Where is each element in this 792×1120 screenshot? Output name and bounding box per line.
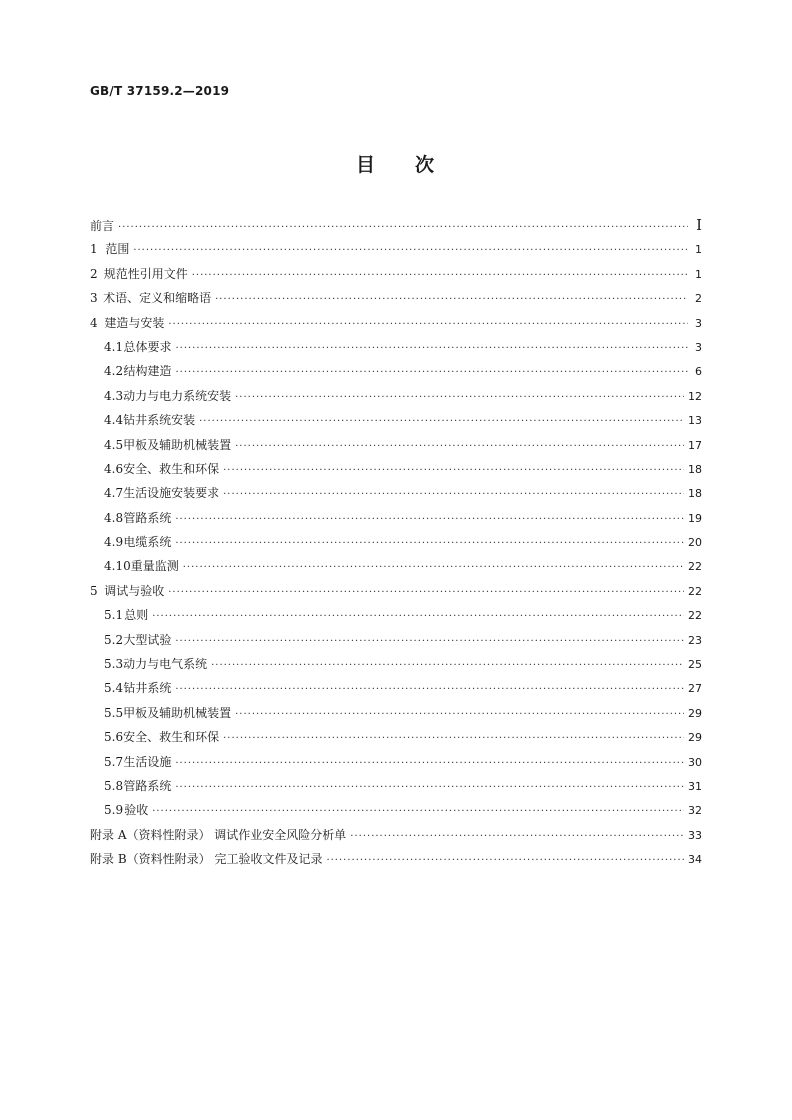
toc-entry-page: 29 [688,706,702,720]
dot-leader [326,855,684,866]
toc-entry[interactable] [90,436,702,460]
toc-entry[interactable] [90,362,702,386]
toc-entry[interactable] [90,655,702,679]
toc-entry-page: 25 [688,658,702,672]
toc-entry-page: 2 [695,292,702,306]
toc-entry-page: I [696,216,702,234]
toc-entry-label: 范围 [105,242,130,257]
toc-entry[interactable] [90,679,702,703]
toc-entry-label: 钻井系统安装 [123,413,196,428]
toc-entry-number: 5 [90,583,98,598]
toc-entry-label: 电缆系统 [123,535,172,550]
toc-entry[interactable] [90,533,702,557]
toc-entry-page: 20 [688,536,702,550]
toc-entry[interactable] [90,777,702,801]
toc-entry-page: 12 [688,389,702,403]
toc-entry-number: 3 [90,291,98,306]
toc-entry-label: 总则 [124,608,149,623]
toc-entry-label: 调试与验收 [104,583,165,598]
toc-entry-page: 30 [688,755,702,769]
toc-entry-number: 4.6 [104,461,124,476]
dot-leader [152,611,684,622]
toc-entry[interactable] [90,460,702,484]
toc-entry-page: 13 [688,414,702,428]
toc-entry-label: 前言 [90,219,115,233]
toc-entry-label: 管路系统 [123,510,172,525]
toc-entry[interactable] [90,387,702,411]
toc-entry[interactable] [90,801,702,825]
toc-entry-label: 动力与电力系统安装 [123,388,232,403]
toc-entry-number: 4.5 [104,437,124,452]
dot-leader [211,660,684,671]
dot-leader [215,294,688,305]
toc-entry-page: 18 [688,487,702,501]
dot-leader [133,245,688,256]
toc-entry-label: 生活设施安装要求 [123,486,220,501]
toc-entry-page: 3 [695,340,702,354]
toc-entry-page: 34 [688,853,702,867]
toc-title [0,150,792,177]
toc-entry-page: 23 [688,633,702,647]
toc-entry-number: 5.1 [104,608,124,623]
dot-leader [175,636,684,647]
toc-entry[interactable] [90,411,702,435]
dot-leader [168,587,684,598]
toc-entry-label: 建造与安装 [104,315,165,330]
toc-entry[interactable] [90,338,702,362]
dot-leader [175,514,684,525]
toc-entry-number: 4.2 [104,364,124,379]
toc-entry-number: 4.7 [104,486,124,501]
toc-entry-number: 5.5 [104,705,124,720]
toc-entry-page: 32 [688,804,702,818]
dot-leader [235,392,684,403]
toc-entry-number: 5.2 [104,632,124,647]
toc-entry-label: 管路系统 [123,778,172,793]
toc-entry-number: 4.8 [104,510,124,525]
toc-entry-number: 4.3 [104,388,124,403]
dot-leader [118,222,688,233]
dot-leader [183,562,684,573]
toc-entry[interactable] [90,289,702,313]
toc-entry-page: 1 [695,243,702,257]
toc-entry-number: 5.3 [104,657,124,672]
table-of-contents [90,216,702,875]
toc-entry[interactable] [90,240,702,264]
toc-entry[interactable] [90,631,702,655]
toc-entry-page: 31 [688,779,702,793]
toc-entry-label: 甲板及辅助机械装置 [123,437,232,452]
dot-leader [175,684,684,695]
standard-code: GB/T 37159.2—2019 [90,84,230,98]
toc-entry-number: 2 [90,266,98,281]
toc-entry-label: 规范性引用文件 [103,266,188,281]
dot-leader [235,709,684,720]
toc-title-left: 目 [355,154,377,176]
toc-entry[interactable] [90,582,702,606]
toc-entry[interactable] [90,728,702,752]
dot-leader [175,367,688,378]
toc-entry-label: 生活设施 [123,754,172,769]
toc-entry[interactable] [90,606,702,630]
toc-entry-number: 5.6 [104,730,124,745]
toc-entry[interactable] [90,704,702,728]
dot-leader [350,831,684,842]
toc-entry[interactable] [90,484,702,508]
toc-entry-page: 1 [695,267,702,281]
dot-leader [199,416,684,427]
dot-leader [152,806,684,817]
toc-entry-label: 动力与电气系统 [123,657,208,672]
toc-entry[interactable] [90,850,702,874]
dot-leader [223,465,684,476]
toc-entry-label: 安全、救生和环保 [123,461,220,476]
dot-leader [175,758,684,769]
toc-entry-label: 重量监测 [130,559,179,574]
toc-entry-page: 29 [688,731,702,745]
toc-entry-page: 18 [688,462,702,476]
toc-entry-label: 大型试验 [123,632,172,647]
toc-entry-number: 4.1 [104,339,124,354]
toc-entry-label: 附录 B（资料性附录） 完工验收文件及记录 [90,852,323,867]
dot-leader [175,538,684,549]
toc-entry[interactable] [90,314,702,338]
toc-entry-page: 22 [688,609,702,623]
toc-entry-number: 4.9 [104,535,124,550]
toc-entry[interactable] [90,557,702,581]
dot-leader [223,489,684,500]
dot-leader [223,733,684,744]
dot-leader [175,343,688,354]
toc-entry-label: 验收 [124,803,149,818]
toc-entry-page: 33 [688,828,702,842]
toc-entry-page: 27 [688,682,702,696]
toc-entry-page: 19 [688,511,702,525]
toc-entry-label: 甲板及辅助机械装置 [123,705,232,720]
toc-entry-number: 4 [90,315,98,330]
toc-entry-number: 5.7 [104,754,124,769]
toc-entry-number: 5.4 [104,681,124,696]
toc-title-right: 次 [415,154,437,176]
toc-entry-label: 钻井系统 [123,681,172,696]
toc-entry[interactable] [90,826,702,850]
dot-leader [168,319,688,330]
toc-entry-page: 22 [688,560,702,574]
toc-entry-number: 5.9 [104,803,124,818]
toc-entry-number: 5.8 [104,778,124,793]
toc-entry-page: 22 [688,584,702,598]
toc-entry-label: 结构建造 [123,364,172,379]
toc-entry-label: 总体要求 [123,339,172,354]
dot-leader [175,782,684,793]
dot-leader [192,270,688,281]
toc-entry-page: 3 [695,316,702,330]
toc-entry-label: 术语、定义和缩略语 [103,291,212,306]
toc-entry-number: 4.10 [104,559,131,574]
toc-entry-page: 6 [695,365,702,379]
toc-entry-number: 1 [90,242,98,257]
toc-entry-number: 4.4 [104,413,124,428]
toc-entry[interactable] [90,265,702,289]
toc-entry-page: 17 [688,438,702,452]
toc-entry[interactable] [90,216,702,240]
toc-entry[interactable] [90,509,702,533]
toc-entry[interactable] [90,753,702,777]
toc-entry-label: 安全、救生和环保 [123,730,220,745]
dot-leader [235,441,684,452]
toc-entry-label: 附录 A（资料性附录） 调试作业安全风险分析单 [90,827,347,842]
